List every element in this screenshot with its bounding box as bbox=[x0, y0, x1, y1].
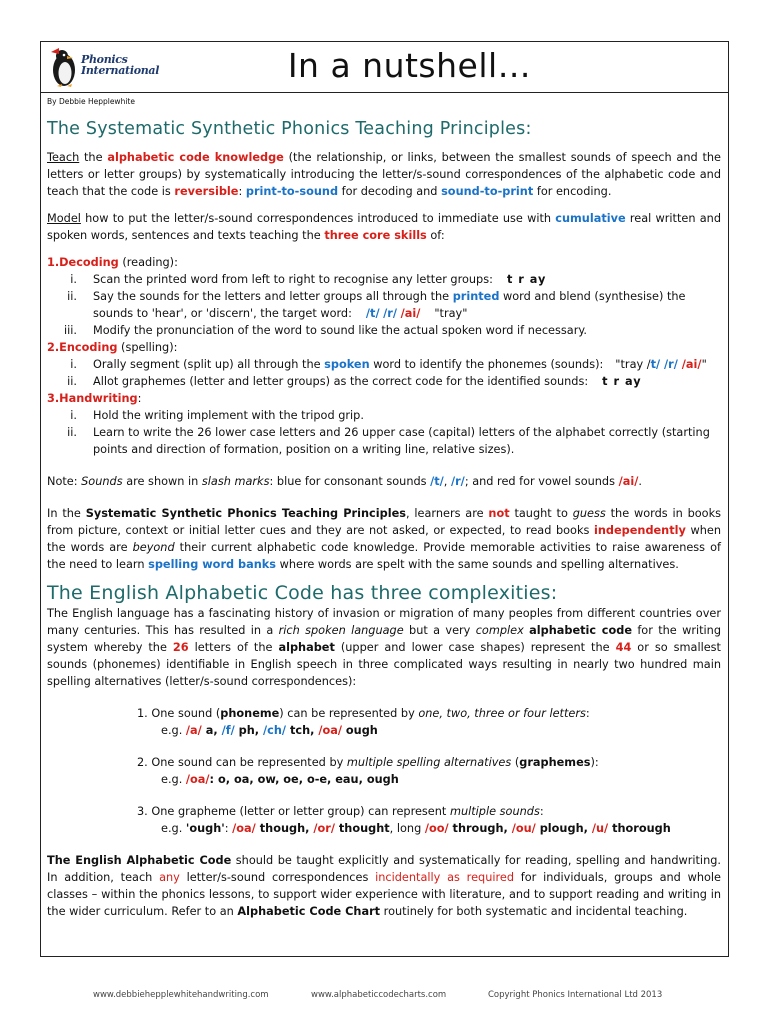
text: letter/s-sound correspondences bbox=[179, 871, 376, 884]
text: but a very bbox=[403, 624, 476, 637]
complexity-1-example bbox=[47, 722, 721, 739]
emph-sound-to-print: sound-to-print bbox=[441, 185, 534, 198]
text: where words are spelt with the same sounds and spelling alternatives. bbox=[276, 558, 679, 571]
text: word and blend (synthesise) the sounds to 'hear', or 'discern', the target word: bbox=[93, 290, 686, 320]
sound-r: /r/ bbox=[450, 475, 465, 488]
text: though, bbox=[255, 822, 314, 835]
sound-ai: /ai/ bbox=[677, 358, 702, 371]
text: real written and spoken words, sentences and texts teaching the bbox=[47, 212, 721, 242]
handwriting-heading bbox=[47, 390, 721, 407]
text: One grapheme (letter or letter group) can represent bbox=[151, 805, 450, 818]
text: : blue for consonant sounds bbox=[269, 475, 431, 488]
text: , long bbox=[389, 822, 425, 835]
text: their current alphabetic code knowledge. Provide memorable activities to raise awareness of the need to learn bbox=[47, 541, 721, 571]
sound-a: /a/ bbox=[185, 724, 202, 737]
list-item bbox=[47, 407, 721, 424]
text: Allot graphemes (letter and letter groups) as the correct code for the identified sounds: bbox=[93, 375, 589, 388]
sound-ai: /ai/ bbox=[618, 475, 639, 488]
emph-incidentally: incidentally as required bbox=[375, 871, 515, 884]
text: ) can be represented by bbox=[279, 707, 419, 720]
complexity-3-example bbox=[47, 820, 721, 837]
text: e.g. bbox=[161, 822, 186, 835]
text: Hold the writing implement with the tripod grip. bbox=[93, 409, 364, 422]
text: One sound ( bbox=[151, 707, 221, 720]
sound-ai: /ai/ bbox=[400, 307, 421, 320]
logo-line-2: International bbox=[81, 64, 160, 77]
text: (spelling): bbox=[117, 341, 178, 354]
text: . bbox=[638, 475, 642, 488]
text: "tray / bbox=[615, 358, 651, 371]
text: for the writing system whereby the bbox=[47, 624, 721, 654]
text: : bbox=[224, 822, 233, 835]
sound-ou: /ou/ bbox=[511, 822, 536, 835]
text: ; and red for vowel sounds bbox=[464, 475, 619, 488]
paragraph-history bbox=[47, 605, 721, 690]
emph-principles: Systematic Synthetic Phonics Teaching Principles bbox=[85, 507, 406, 520]
page-title: In a nutshell… bbox=[287, 46, 532, 85]
text: tch, bbox=[286, 724, 319, 737]
text-model: Model bbox=[47, 212, 81, 225]
text: : o, oa, ow, oe, o-e, eau, ough bbox=[209, 773, 399, 786]
text: graphemes bbox=[519, 756, 591, 769]
text: for individuals, groups and whole classes – within the phonics lessons, to support wider experience with literature, and to support reading and writing in the wider curriculum. Refer to an bbox=[47, 871, 721, 918]
text: ough bbox=[341, 724, 378, 737]
text: the bbox=[79, 151, 108, 164]
emph-independently: independently bbox=[593, 524, 686, 537]
text: ): bbox=[590, 756, 599, 769]
list-number: 3. bbox=[137, 805, 148, 818]
text: In the bbox=[47, 507, 86, 520]
sound-t: /t/ bbox=[365, 307, 380, 320]
text: taught to bbox=[509, 507, 573, 520]
text-teach: Teach bbox=[47, 151, 80, 164]
text: beyond bbox=[132, 541, 175, 554]
example-tray: t r ay bbox=[506, 273, 547, 286]
emph-not: not bbox=[488, 507, 510, 520]
list-number: 2. bbox=[137, 756, 148, 769]
text: letters of the bbox=[188, 641, 279, 654]
list-item bbox=[47, 373, 721, 390]
paragraph-guessing bbox=[47, 505, 721, 573]
text: for encoding. bbox=[533, 185, 612, 198]
section-heading-complexities: The English Alphabetic Code has three complexities: bbox=[47, 582, 558, 604]
text: The English language has a fascinating history of invasion or migration of many peoples from different countries over many centuries. This has resulted in a bbox=[47, 607, 721, 637]
text: of: bbox=[426, 229, 445, 242]
sound-ch: /ch/ bbox=[263, 724, 287, 737]
text: ph, bbox=[234, 724, 264, 737]
paragraph-conclusion bbox=[47, 852, 721, 920]
complexity-3 bbox=[47, 803, 721, 820]
list-number: iii. bbox=[63, 324, 77, 337]
text: complex bbox=[475, 624, 524, 637]
text: the words in books from picture, context or initial letter cues and they are not asked, or expected, to read books bbox=[47, 507, 721, 537]
sound-r: /r/ bbox=[660, 358, 678, 371]
emph-26: 26 bbox=[172, 641, 189, 654]
list-number: i. bbox=[70, 358, 77, 371]
list-number: i. bbox=[70, 273, 77, 286]
emph-word-banks: spelling word banks bbox=[148, 558, 277, 571]
text: : bbox=[539, 805, 544, 818]
text: : bbox=[137, 392, 142, 405]
text: rich spoken language bbox=[278, 624, 404, 637]
list-number: ii. bbox=[67, 290, 77, 303]
text: phoneme bbox=[220, 707, 280, 720]
sound-or: /or/ bbox=[313, 822, 335, 835]
text: Orally segment (split up) all through the bbox=[93, 358, 325, 371]
list-item bbox=[47, 271, 721, 288]
list-item bbox=[47, 288, 721, 322]
decoding-heading bbox=[47, 254, 721, 271]
text: alphabetic code bbox=[529, 624, 632, 637]
sound-f: /f/ bbox=[221, 724, 235, 737]
text: e.g. bbox=[161, 724, 186, 737]
text: One sound can be represented by bbox=[151, 756, 347, 769]
text: (reading): bbox=[118, 256, 178, 269]
complexity-1 bbox=[47, 705, 721, 722]
text: " bbox=[701, 358, 707, 371]
text: e.g. bbox=[161, 773, 186, 786]
text: multiple spelling alternatives bbox=[346, 756, 512, 769]
list-number: ii. bbox=[67, 426, 77, 439]
text: through, bbox=[448, 822, 512, 835]
emph-any: any bbox=[159, 871, 180, 884]
byline: By Debbie Hepplewhite bbox=[47, 97, 135, 106]
paragraph-teach bbox=[47, 149, 721, 200]
text: : bbox=[238, 185, 246, 198]
sound-u: /u/ bbox=[591, 822, 609, 835]
list-item bbox=[47, 356, 721, 373]
text: (upper and lower case shapes) represent the bbox=[334, 641, 616, 654]
text: one, two, three or four letters bbox=[418, 707, 586, 720]
emph-spoken: spoken bbox=[324, 358, 370, 371]
text: ( bbox=[511, 756, 520, 769]
text: : bbox=[585, 707, 590, 720]
list-number: 1. bbox=[137, 707, 148, 720]
encoding-heading bbox=[47, 339, 721, 356]
emph-cumulative: cumulative bbox=[555, 212, 626, 225]
text: 'ough' bbox=[185, 822, 225, 835]
footer-copyright: Copyright Phonics International Ltd 2013 bbox=[488, 990, 663, 1000]
document-body bbox=[47, 113, 721, 920]
text: The English Alphabetic Code bbox=[47, 854, 232, 867]
text: for decoding and bbox=[338, 185, 442, 198]
sound-oa: /oa/ bbox=[318, 724, 342, 737]
sound-t: t/ bbox=[650, 358, 661, 371]
text: slash marks bbox=[201, 475, 270, 488]
text: plough, bbox=[535, 822, 592, 835]
text: guess bbox=[572, 507, 606, 520]
paragraph-model bbox=[47, 210, 721, 244]
text: multiple sounds bbox=[449, 805, 540, 818]
text: word to identify the phonemes (sounds): bbox=[369, 358, 604, 371]
sound-oa: /oa/ bbox=[232, 822, 256, 835]
word-tray: "tray" bbox=[434, 307, 468, 320]
text: Modify the pronunciation of the word to sound like the actual spoken word if necessary. bbox=[93, 324, 588, 337]
text: alphabet bbox=[278, 641, 335, 654]
emph-44: 44 bbox=[615, 641, 632, 654]
encoding-label: 2.Encoding bbox=[47, 341, 118, 354]
text: or so smallest sounds (phonemes) identifiable in English speech in three complicated ways resulting in nearly two hundred main spelling alternatives (letter/s-sound correspondences): bbox=[47, 641, 721, 688]
text: thorough bbox=[608, 822, 671, 835]
note-paragraph bbox=[47, 473, 721, 490]
sound-oo: /oo/ bbox=[424, 822, 449, 835]
text: should be taught explicitly and systematically for reading, spelling and handwriting. In addition, teach bbox=[47, 854, 721, 884]
text: (the relationship, or links, between the smallest sounds of speech and the letters or letter groups) by systematically introducing the letter/s-sound correspondences of the alphabetic code and teach that the code is bbox=[47, 151, 721, 198]
logo-line-1: Phonics bbox=[81, 53, 128, 66]
handwriting-label: 3.Handwriting bbox=[47, 392, 138, 405]
decoding-label: 1.Decoding bbox=[47, 256, 119, 269]
header bbox=[41, 42, 728, 93]
text: Note: bbox=[47, 475, 82, 488]
emph-code-knowledge: alphabetic code knowledge bbox=[107, 151, 284, 164]
emph-reversible: reversible bbox=[174, 185, 239, 198]
sound-t: /t/ bbox=[430, 475, 444, 488]
emph-print-to-sound: print-to-sound bbox=[245, 185, 339, 198]
list-number: ii. bbox=[67, 375, 77, 388]
text: when the words are bbox=[47, 524, 721, 554]
text: , learners are bbox=[405, 507, 489, 520]
list-number: i. bbox=[70, 409, 77, 422]
text: a, bbox=[201, 724, 222, 737]
text: thought bbox=[334, 822, 390, 835]
example-tray: t r ay bbox=[602, 375, 642, 388]
emph-three-core-skills: three core skills bbox=[324, 229, 427, 242]
text: routinely for both systematic and incidental teaching. bbox=[380, 905, 688, 918]
complexity-2 bbox=[47, 754, 721, 771]
text: Learn to write the 26 lower case letters and 26 upper case (capital) letters of the alphabet correctly (starting points and direction of formation, position on a writing line, relative sizes). bbox=[93, 426, 710, 456]
footer-link-charts[interactable]: www.alphabeticcodecharts.com bbox=[311, 990, 447, 1000]
text: Say the sounds for the letters and letter groups all through the bbox=[93, 290, 453, 303]
section-heading-principles: The Systematic Synthetic Phonics Teaching Principles: bbox=[47, 119, 532, 139]
emph-printed: printed bbox=[452, 290, 500, 303]
sound-oa: /oa/ bbox=[185, 773, 210, 786]
text: how to put the letter/s-sound correspondences introduced to immediate use with bbox=[80, 212, 556, 225]
text: Scan the printed word from left to right to recognise any letter groups: bbox=[93, 273, 493, 286]
footer-link-handwriting[interactable]: www.debbiehepplewhitehandwriting.com bbox=[93, 990, 269, 1000]
text: are shown in bbox=[122, 475, 202, 488]
list-item bbox=[47, 322, 721, 339]
sound-r: /r/ bbox=[383, 307, 397, 320]
text: Sounds bbox=[81, 475, 123, 488]
text: , bbox=[443, 475, 451, 488]
text: Alphabetic Code Chart bbox=[237, 905, 381, 918]
complexity-2-example bbox=[47, 771, 721, 788]
list-item bbox=[47, 424, 721, 458]
